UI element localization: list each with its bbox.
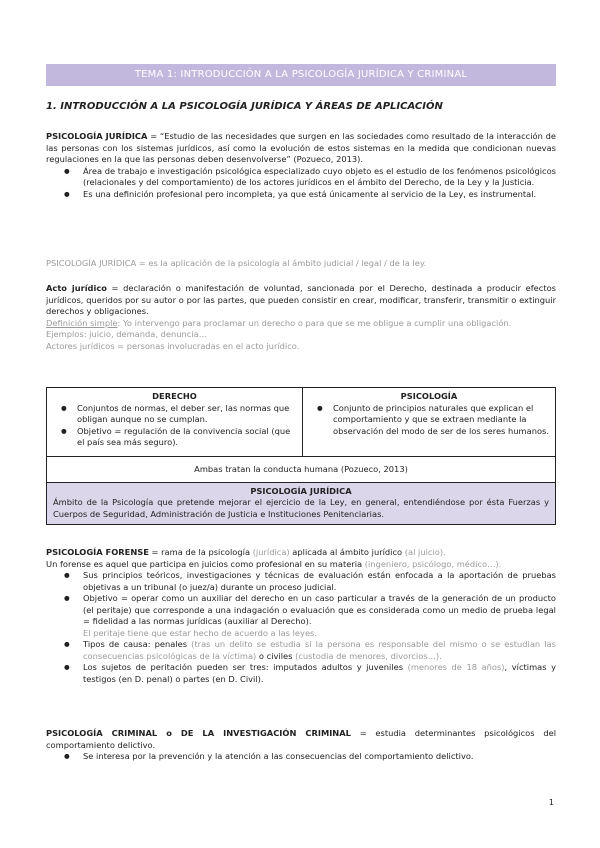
list-item: ● Es una definición profesional pero incompleta, ya que está únicamente al servicio de la Ley, es instrumental. [46,189,556,201]
psicologia-forense-section [46,547,556,685]
forense-def-grey1: (jurídica) [252,547,290,557]
acto-def-text: = declaración o manifestación de voluntad, sancionada por el Derecho, destinada a producir efectos jurídicos, queridos por su autor o por las partes, que pueden consistir en crear, modificar, transferir, transmitir o extinguir derechos y obligaciones. [46,283,556,316]
list-item: ● Sus principios teóricos, investigaciones y técnicas de evaluación están enfocada a la aportación de pruebas objetivas a un tribunal (o juez/a) durante un proceso judicial. [46,570,556,593]
psicologia-criminal-section [46,728,556,763]
page-number: 1 [548,797,554,807]
pj-grey-definition: PSICOLOGÍA JURÍDICA = es la aplicación de la psicología al ámbito judicial / legal / de la ley. [46,258,427,268]
list-item: ● Conjuntos de normas, el deber ser, las normas que obligan aunque no se cumplan. [53,403,296,426]
comparison-table [46,387,556,525]
simple-label: Definición simple [46,317,118,328]
list-item: ● Conjunto de principios naturales que explican el comportamiento y que se extraen mediante la observación del modo de ser de los seres humanos. [309,403,549,438]
chapter-banner: TEMA 1: INTRODUCCIÓN A LA PSICOLOGÍA JURÍDICA Y CRIMINAL [46,64,556,86]
psicologia-juridica-section [46,131,556,200]
psicologia-title: PSICOLOGÍA [400,391,458,401]
forense-line2-a: Un forense es aquel que participa en juicios como profesional en su materia [46,558,365,569]
pj-bullets [46,166,556,201]
derecho-title: DERECHO [152,391,197,401]
psicologia-cell [303,388,556,457]
forense-definition [46,547,556,559]
criminal-term: PSICOLOGÍA CRIMINAL o DE LA INVESTIGACIÓN CRIMINAL [46,728,351,738]
forense-b3-grey2: (custodia de menores, divorcios…). [295,650,442,661]
pj-def-text: = “Estudio de las necesidades que surgen en las sociedades como resultado de la interacción de las personas con los sistemas jurídicos, así como la evolución de estos sistemas en la medida que condicionan nuevas regulaciones en la que las personas deben desenvolverse” (Pozueco, 2013). [46,131,556,164]
forense-bullets [46,570,556,685]
forense-b4-a: Los sujetos de peritación pueden ser tres: imputados adultos y juveniles [83,662,408,672]
forense-def-grey2: (al juicio). [404,547,446,557]
pj-grey-definition-block [46,258,556,270]
forense-b2-grey: El peritaje tiene que estar hecho de acuerdo a las leyes. [83,627,318,638]
forense-b3-grey1: (tras un delito se estudia si la persona es responsable del mismo o se estudian las consecuencias psicológicas de la víctima) [83,639,556,661]
pj-cell-text: Ámbito de la Psicología que pretende mejorar el ejercicio de la Ley, en general, entendiéndose por ésta Fuerzas y Cuerpos de Seguridad, Administración de Justicia e Instituciones Penitenciarias. [53,497,549,519]
pj-definition [46,131,556,166]
forense-def-b: aplicada al ámbito jurídico [289,547,405,557]
forense-def-a: = rama de la psicología [148,547,253,557]
simple-text: : Yo intervengo para proclamar un derecho o para que se me obligue a cumplir una obligación. [117,317,512,328]
forense-line2 [46,559,556,571]
pj-cell-title: PSICOLOGÍA JURÍDICA [250,485,352,496]
derecho-cell [47,388,303,457]
criminal-def-text: = estudia determinantes psicológicos del comportamiento delictivo. [46,728,556,750]
list-item: ● Objetivo = regulación de la convivencia social (que el país sea más seguro). [53,426,296,449]
list-item: ● Se interesa por la prevención y la atención a las consecuencias del comportamiento delictivo. [46,751,556,763]
forense-b4-grey: (menores de 18 años) [407,662,505,672]
criminal-bullets [46,751,556,763]
forense-b4-b: , víctimas y testigos (en D. penal) o partes (en D. Civil). [83,662,557,684]
forense-term: PSICOLOGÍA FORENSE [46,547,149,557]
acto-definition [46,283,556,318]
pj-cell [47,482,556,525]
acto-term: Acto jurídico [46,283,107,293]
acto-simple [46,318,556,330]
forense-b2-text: Objetivo = operar como un auxiliar del derecho en un caso particular a través de la generación de un producto (el peritaje) que corresponde a una indagación o evaluación que es considerada como un medio de prueba legal = fidelidad a las normas jurídicas (auxiliar al Derecho). [83,593,556,626]
pj-term: PSICOLOGÍA JURÍDICA [46,131,148,141]
forense-line2-grey: (ingeniero, psicólogo, médico…). [364,558,502,569]
list-item [46,639,556,662]
list-item [46,662,556,685]
list-item [46,593,556,639]
forense-b3-b: o civiles [256,650,296,661]
both-cell: Ambas tratan la conducta humana (Pozueco, 2013) [47,457,556,483]
forense-b3-a: Tipos de causa: penales [83,639,192,649]
acto-actors: Actores jurídicos = personas involucradas en el acto jurídico. [46,340,300,351]
acto-juridico-section [46,283,556,352]
acto-examples: Ejemplos: juicio, demanda, denuncia… [46,329,208,339]
criminal-definition [46,728,556,751]
list-item: ● Área de trabajo e investigación psicológica especializado cuyo objeto es el estudio de los fenómenos psicológicos (relacionales y del comportamiento) de los actores jurídicos en el ámbito del Derecho, de la Ley y la Justicia. [46,166,556,189]
section-heading: 1. INTRODUCCIÓN A LA PSICOLOGÍA JURÍDICA Y ÁREAS DE APLICACIÓN [46,101,443,112]
